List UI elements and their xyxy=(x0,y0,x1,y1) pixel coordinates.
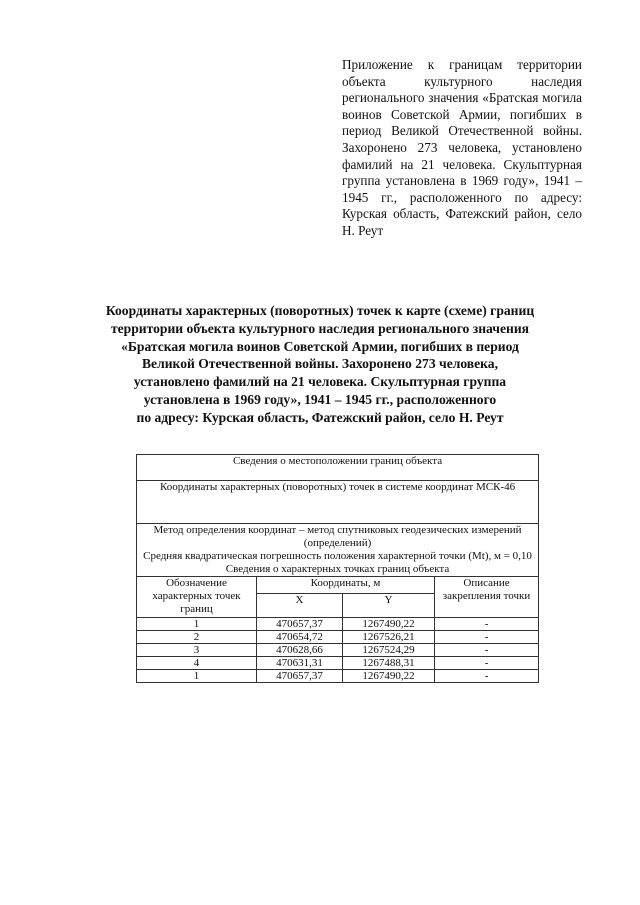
cell-y: 1267526,21 xyxy=(343,631,435,644)
title-line: «Братская могила воинов Советской Армии, погибших в период xyxy=(121,338,519,354)
appendix-line: Отечественной войны. Захоронено xyxy=(342,123,582,155)
title-line: Великой Отечественной войны. Захоронено 273 человека, xyxy=(141,356,499,372)
appendix-line: 273 человека, установлено фамилий xyxy=(342,139,582,172)
method-line: Метод определения координат – метод спутниковых геодезических измерений (определений) xyxy=(153,524,522,549)
header-row xyxy=(137,577,539,594)
cell-point: 2 xyxy=(137,631,257,644)
appendix-line: 1941 – 1945 гг., расположенного по xyxy=(342,173,582,205)
cell-x: 470631,31 xyxy=(257,657,343,670)
cell-y: 1267488,31 xyxy=(343,657,435,670)
cell-y: 1267524,29 xyxy=(343,644,435,657)
table-row xyxy=(137,657,539,670)
appendix-note xyxy=(342,57,582,240)
cell-desc: - xyxy=(435,670,539,683)
col-point-header: Обозначение характерных точек границ xyxy=(137,577,257,618)
title-line: по адресу: Курская область, Фатежский район, село Н. Реут xyxy=(136,409,504,425)
section-location: Сведения о местоположении границ объекта xyxy=(137,455,539,481)
section-row xyxy=(137,481,539,524)
coordinates-table xyxy=(136,454,539,683)
points-info-line: Сведения о характерных точках границ объекта xyxy=(225,563,450,575)
title-line: Координаты характерных (поворотных) точек к карте (схеме) границ xyxy=(105,303,535,318)
table-row xyxy=(137,644,539,657)
precision-line: Средняя квадратическая погрешность положения характерной точки (Mt), м = 0,10 xyxy=(143,550,532,562)
section-coordinate-system: Координаты характерных (поворотных) точек в системе координат МСК-46 xyxy=(137,481,539,524)
appendix-line: группа установлена в 1969 году», xyxy=(342,173,539,189)
appendix-line: погибших в период Великой xyxy=(342,106,582,139)
col-x-header: X xyxy=(257,594,343,618)
cell-desc: - xyxy=(435,657,539,670)
title-line: территории объекта культурного наследия регионального значения xyxy=(110,320,530,336)
method-cell xyxy=(137,524,539,577)
cell-point: 1 xyxy=(137,618,257,631)
cell-y: 1267490,22 xyxy=(343,670,435,683)
table-row xyxy=(137,618,539,631)
col-desc-header: Описание закрепления точки xyxy=(435,577,539,618)
appendix-line: адресу: Курская область, Фатежский xyxy=(342,189,583,222)
method-row xyxy=(137,524,539,577)
title-line: установлена в 1969 году», 1941 – 1945 гг., расположенного xyxy=(143,391,497,407)
cell-point: 3 xyxy=(137,644,257,657)
appendix-line: объекта культурного наследия xyxy=(342,73,582,89)
appendix-line: регионального значения «Братская xyxy=(342,90,539,106)
col-y-header: Y xyxy=(343,594,435,618)
document-title xyxy=(80,302,560,427)
table-row xyxy=(137,631,539,644)
title-line: установлено фамилий на 21 человека. Скульптурная группа xyxy=(133,374,507,390)
appendix-line: на 21 человека. Скульптурная xyxy=(400,156,582,172)
cell-desc: - xyxy=(435,631,539,644)
cell-x: 470654,72 xyxy=(257,631,343,644)
cell-x: 470657,37 xyxy=(257,670,343,683)
appendix-line: могила воинов Советской Армии, xyxy=(342,90,583,122)
cell-point: 1 xyxy=(137,670,257,683)
appendix-line: район, село Н. Реут xyxy=(342,206,582,238)
section-row xyxy=(137,455,539,481)
col-coords-header: Координаты, м xyxy=(257,577,435,594)
cell-desc: - xyxy=(435,644,539,657)
cell-y: 1267490,22 xyxy=(343,618,435,631)
appendix-line: Приложение к границам территории xyxy=(342,57,582,72)
cell-x: 470628,66 xyxy=(257,644,343,657)
table-row xyxy=(137,670,539,683)
cell-x: 470657,37 xyxy=(257,618,343,631)
cell-desc: - xyxy=(435,618,539,631)
cell-point: 4 xyxy=(137,657,257,670)
